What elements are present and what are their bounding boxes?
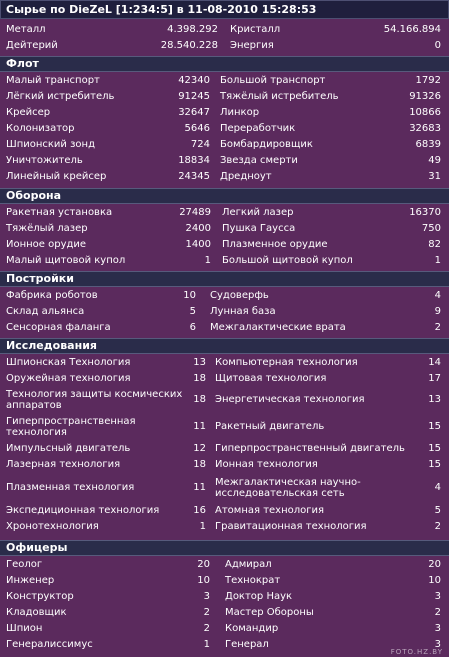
defense-row — [0, 205, 449, 221]
fleet-row-label-right: Линкор — [220, 107, 260, 118]
research-row — [0, 503, 449, 519]
officer-row-value-right: 10 — [428, 575, 441, 586]
research-row-value-left: 18 — [193, 459, 206, 470]
building-row-value-right: 2 — [434, 322, 441, 333]
fleet-row-label-left: Линейный крейсер — [6, 171, 107, 182]
building-row-value-right: 9 — [434, 306, 441, 317]
fleet-row-label-left: Колонизатор — [6, 123, 75, 134]
officer-row — [0, 557, 449, 573]
research-row-label-left: Импульсный двигатель — [6, 443, 131, 454]
fleet-row-label-left: Лёгкий истребитель — [6, 91, 115, 102]
research-row — [0, 371, 449, 387]
fleet-row-value-left: 24345 — [178, 171, 210, 182]
research-row-label-right: Гиперпространственный двигатель — [215, 443, 405, 454]
fleet-row-value-right: 31 — [428, 171, 441, 182]
fleet-row-value-right: 1792 — [415, 75, 441, 86]
officer-row-label-right: Генерал — [225, 639, 269, 650]
resource-row-label-right: Энергия — [230, 40, 274, 51]
research-row — [0, 413, 449, 441]
research-row-label-right: Гравитационная технология — [215, 521, 367, 532]
research-row — [0, 457, 449, 473]
defense-row-label-right: Легкий лазер — [222, 207, 294, 218]
fleet-row-value-left: 42340 — [178, 75, 210, 86]
research-row-label-right: Ракетный двигатель — [215, 421, 325, 432]
resource-row-label-right: Кристалл — [230, 24, 281, 35]
resource-row — [0, 22, 449, 38]
research-row-label-left: Экспедиционная технология — [6, 505, 160, 516]
building-row-label-left: Фабрика роботов — [6, 290, 98, 301]
resource-row — [0, 38, 449, 54]
fleet-row-label-left: Шпионский зонд — [6, 139, 95, 150]
defense-row-label-right: Пушка Гаусса — [222, 223, 296, 234]
research-header: Исследования — [0, 338, 449, 354]
fleet-row-label-right: Бомбардировщик — [220, 139, 313, 150]
officer-row-label-right: Командир — [225, 623, 279, 634]
officer-row-label-left: Инженер — [6, 575, 55, 586]
building-row-label-right: Судоверфь — [210, 290, 269, 301]
officer-row-label-right: Мастер Обороны — [225, 607, 314, 618]
defense-row-label-left: Тяжёлый лазер — [6, 223, 88, 234]
building-row — [0, 288, 449, 304]
research-row-value-right: 17 — [428, 373, 441, 384]
resource-row-value-left: 28.540.228 — [160, 40, 218, 51]
fleet-row — [0, 121, 449, 137]
fleet-row-value-left: 32647 — [178, 107, 210, 118]
officer-row-label-left: Конструктор — [6, 591, 74, 602]
building-row-label-left: Склад альянса — [6, 306, 85, 317]
research-row — [0, 473, 449, 503]
officer-row-value-right: 20 — [428, 559, 441, 570]
report-title: Сырье по DieZeL [1:234:5] в 11-08-2010 15:28:53 — [0, 0, 449, 19]
research-row-value-left: 11 — [193, 421, 206, 432]
building-row — [0, 304, 449, 320]
research-row — [0, 519, 449, 535]
research-row — [0, 441, 449, 457]
officer-row — [0, 605, 449, 621]
fleet-row — [0, 137, 449, 153]
fleet-header: Флот — [0, 56, 449, 72]
research-row-value-left: 18 — [193, 394, 206, 405]
resource-row-label-left: Дейтерий — [6, 40, 58, 51]
officer-row — [0, 621, 449, 637]
defense-header: Оборона — [0, 188, 449, 204]
research-row-value-left: 11 — [193, 482, 206, 493]
research-row-value-left: 18 — [193, 373, 206, 384]
fleet-row-value-left: 724 — [190, 139, 210, 150]
research-row-value-right: 5 — [434, 505, 441, 516]
defense-row-label-left: Малый щитовой купол — [6, 255, 126, 266]
research-row-value-left: 16 — [193, 505, 206, 516]
research-row-label-left: Оружейная технология — [6, 373, 131, 384]
research-row-label-right: Межгалактическая научно-исследовательская сеть — [215, 477, 361, 499]
officer-row-value-left: 1 — [203, 639, 210, 650]
research-row-label-right: Атомная технология — [215, 505, 325, 516]
building-row-value-left: 6 — [189, 322, 196, 333]
building-row-label-right: Межгалактические врата — [210, 322, 346, 333]
officer-row — [0, 573, 449, 589]
research-row-label-right: Энергетическая технология — [215, 394, 365, 405]
research-row-value-right: 13 — [428, 394, 441, 405]
resource-row-value-right: 54.166.894 — [383, 24, 441, 35]
research-row-label-right: Ионная технология — [215, 459, 318, 470]
research-row-value-right: 4 — [434, 482, 441, 493]
resource-row-value-left: 4.398.292 — [167, 24, 218, 35]
research-row-value-right: 15 — [428, 459, 441, 470]
fleet-row-label-right: Звезда смерти — [220, 155, 298, 166]
officer-row-value-left: 2 — [203, 607, 210, 618]
building-row-value-left: 5 — [189, 306, 196, 317]
research-row-label-left: Лазерная технология — [6, 459, 121, 470]
officer-row — [0, 637, 449, 653]
building-row-value-left: 10 — [183, 290, 196, 301]
officer-row-label-left: Кладовщик — [6, 607, 67, 618]
defense-row — [0, 221, 449, 237]
research-row-label-left: Плазменная технология — [6, 482, 135, 493]
fleet-row-value-right: 10866 — [409, 107, 441, 118]
fleet-row-label-right: Переработчик — [220, 123, 296, 134]
officer-row — [0, 589, 449, 605]
fleet-row-label-left: Крейсер — [6, 107, 51, 118]
fleet-row — [0, 169, 449, 185]
defense-row-label-left: Ракетная установка — [6, 207, 113, 218]
defense-row-label-right: Большой щитовой купол — [222, 255, 353, 266]
fleet-row-label-right: Тяжёлый истребитель — [220, 91, 339, 102]
research-row-value-right: 2 — [434, 521, 441, 532]
officer-row-value-right: 3 — [434, 591, 441, 602]
officer-row-value-right: 3 — [434, 639, 441, 650]
building-row-label-left: Сенсорная фаланга — [6, 322, 111, 333]
defense-row-value-left: 1 — [204, 255, 211, 266]
defense-row-value-left: 2400 — [185, 223, 211, 234]
research-row-value-left: 13 — [193, 357, 206, 368]
officer-row-label-right: Технократ — [225, 575, 281, 586]
officer-row-label-left: Генералиссимус — [6, 639, 93, 650]
watermark: FOTO.HZ.BY — [390, 648, 443, 656]
research-row — [0, 387, 449, 413]
research-row-value-left: 1 — [199, 521, 206, 532]
buildings-header: Постройки — [0, 271, 449, 287]
resource-row-value-right: 0 — [434, 40, 441, 51]
fleet-row-value-left: 18834 — [178, 155, 210, 166]
building-row — [0, 320, 449, 336]
fleet-row-label-right: Большой транспорт — [220, 75, 326, 86]
fleet-row — [0, 153, 449, 169]
fleet-row-label-left: Уничтожитель — [6, 155, 83, 166]
fleet-row — [0, 73, 449, 89]
resource-row-label-left: Металл — [6, 24, 46, 35]
defense-row-label-left: Ионное орудие — [6, 239, 87, 250]
officer-row-value-left: 10 — [197, 575, 210, 586]
fleet-row-value-left: 5646 — [184, 123, 210, 134]
building-row-value-right: 4 — [434, 290, 441, 301]
research-row — [0, 355, 449, 371]
officer-row-label-right: Доктор Наук — [225, 591, 293, 602]
fleet-row-label-right: Дредноут — [220, 171, 272, 182]
fleet-row-value-right: 49 — [428, 155, 441, 166]
fleet-row-value-right: 32683 — [409, 123, 441, 134]
officer-row-value-right: 3 — [434, 623, 441, 634]
officer-row-value-left: 20 — [197, 559, 210, 570]
defense-row-value-right: 750 — [421, 223, 441, 234]
officer-row-value-left: 3 — [203, 591, 210, 602]
defense-row-value-left: 1400 — [185, 239, 211, 250]
defense-row — [0, 253, 449, 269]
research-row-label-left: Технология защиты космических аппаратов — [6, 389, 183, 411]
research-row-value-right: 15 — [428, 443, 441, 454]
defense-row-label-right: Плазменное орудие — [222, 239, 328, 250]
research-row-label-left: Шпионская Технология — [6, 357, 131, 368]
defense-row-value-left: 27489 — [179, 207, 211, 218]
fleet-row — [0, 105, 449, 121]
research-row-label-left: Хронотехнология — [6, 521, 99, 532]
officer-row-label-left: Шпион — [6, 623, 43, 634]
officer-row-label-right: Адмирал — [225, 559, 272, 570]
research-row-label-left: Гиперпространственная технология — [6, 416, 136, 438]
research-row-value-left: 12 — [193, 443, 206, 454]
building-row-label-right: Лунная база — [210, 306, 276, 317]
research-row-value-right: 15 — [428, 421, 441, 432]
officers-header: Офицеры — [0, 540, 449, 556]
fleet-row-value-left: 91245 — [178, 91, 210, 102]
officer-row-label-left: Геолог — [6, 559, 43, 570]
research-row-label-right: Щитовая технология — [215, 373, 327, 384]
officer-row-value-left: 2 — [203, 623, 210, 634]
research-row-label-right: Компьютерная технология — [215, 357, 358, 368]
research-row-value-right: 14 — [428, 357, 441, 368]
defense-row-value-right: 16370 — [409, 207, 441, 218]
fleet-row-value-right: 6839 — [415, 139, 441, 150]
defense-row — [0, 237, 449, 253]
fleet-row-value-right: 91326 — [409, 91, 441, 102]
fleet-row-label-left: Малый транспорт — [6, 75, 100, 86]
defense-row-value-right: 1 — [434, 255, 441, 266]
officer-row-value-right: 2 — [434, 607, 441, 618]
fleet-row — [0, 89, 449, 105]
defense-row-value-right: 82 — [428, 239, 441, 250]
